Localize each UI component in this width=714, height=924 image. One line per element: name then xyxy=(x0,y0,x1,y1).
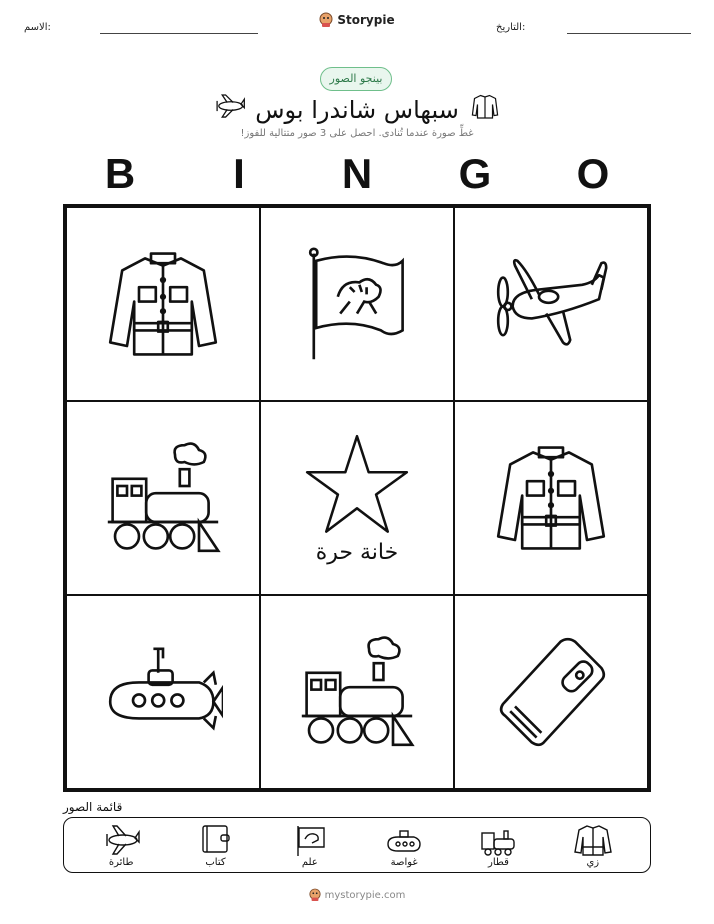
bingo-type-badge: بينجو الصور xyxy=(320,67,392,91)
uniform-icon xyxy=(491,438,611,558)
book-icon xyxy=(491,632,611,752)
list-label: زي xyxy=(586,856,600,868)
list-item xyxy=(558,823,628,868)
submarine-icon xyxy=(384,823,424,857)
instructions: غطِّ صورة عندما تُنادى. احصل على 3 صور متتالية للفوز! xyxy=(240,128,474,139)
free-space-label: خانة حرة xyxy=(315,539,399,565)
footer xyxy=(0,888,714,902)
bingo-letter-i: I xyxy=(233,150,245,197)
storypie-mascot-icon xyxy=(319,12,333,28)
bingo-cell-1[interactable] xyxy=(66,207,260,401)
tiger-flag-icon xyxy=(297,244,417,364)
page-title: سبهاس شاندرا بوس xyxy=(255,96,459,124)
list-item xyxy=(180,823,250,868)
tiger-flag-icon xyxy=(290,823,330,857)
airplane-icon xyxy=(491,244,611,364)
star-icon xyxy=(304,432,410,538)
uniform-icon xyxy=(103,244,223,364)
list-label: غواصة xyxy=(390,856,418,868)
train-icon xyxy=(103,438,223,558)
picture-list xyxy=(63,817,651,873)
train-icon xyxy=(297,632,417,752)
list-item xyxy=(275,823,345,868)
bingo-cell-7[interactable] xyxy=(66,595,260,789)
uniform-icon xyxy=(573,823,613,857)
list-item xyxy=(86,823,156,868)
brand-name: Storypie xyxy=(337,13,395,27)
airplane-icon xyxy=(101,823,141,857)
name-line[interactable] xyxy=(100,33,258,34)
list-label: طائرة xyxy=(108,856,134,868)
bingo-letter-n: N xyxy=(341,150,373,197)
free-space-cell[interactable] xyxy=(260,401,454,595)
picture-list-title: قائمة الصور xyxy=(63,800,123,814)
book-icon xyxy=(195,823,235,857)
list-label: علم xyxy=(301,856,318,868)
storypie-mascot-icon xyxy=(309,888,321,902)
name-label: الاسم: xyxy=(24,22,51,33)
date-label: التاريخ: xyxy=(496,22,526,33)
train-icon xyxy=(478,823,518,857)
brand-logo xyxy=(0,12,714,28)
bingo-cell-6[interactable] xyxy=(454,401,648,595)
bingo-cell-9[interactable] xyxy=(454,595,648,789)
submarine-icon xyxy=(103,632,223,752)
bingo-letter-g: G xyxy=(458,150,492,197)
list-label: قطار xyxy=(488,856,509,868)
bingo-cell-8[interactable] xyxy=(260,595,454,789)
bingo-cell-4[interactable] xyxy=(66,401,260,595)
bingo-cell-2[interactable] xyxy=(260,207,454,401)
bingo-letter-o: O xyxy=(576,150,610,197)
date-line[interactable] xyxy=(567,33,691,34)
list-item xyxy=(463,823,533,868)
footer-url[interactable]: mystorypie.com xyxy=(324,889,406,901)
bingo-grid xyxy=(63,204,651,792)
list-label: كتاب xyxy=(205,856,226,868)
bingo-letter-b: B xyxy=(104,150,136,197)
bingo-cell-3[interactable] xyxy=(454,207,648,401)
list-item xyxy=(369,823,439,868)
